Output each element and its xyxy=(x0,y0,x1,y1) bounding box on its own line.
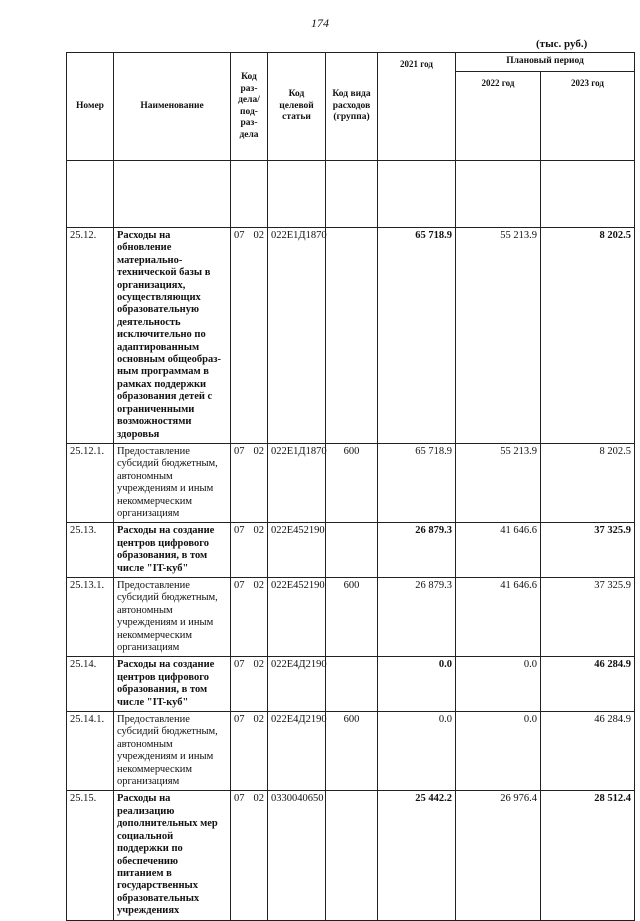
row-value-2023: 8 202.5 xyxy=(541,443,635,522)
row-section-code xyxy=(231,577,268,656)
row-section-code xyxy=(231,657,268,712)
row-razdel: 07 xyxy=(234,445,245,457)
row-podrazdel: 02 xyxy=(253,793,264,805)
row-value-2022: 41 646.6 xyxy=(456,523,541,578)
budget-table xyxy=(66,52,635,921)
row-target-code: 022Е452190 xyxy=(268,523,326,578)
row-name: Расходы на обновление материально-технической базы в организациях, осуществляющих образовательную деятельность исключительно по адаптированным основным общеобраз-ным программам в рамках поддержки образования детей с ограниченными возможностями здоровья xyxy=(114,228,231,444)
row-target-code: 022Е1Д1870 xyxy=(268,228,326,444)
table-row xyxy=(67,228,635,444)
row-name: Предоставление субсидий бюджетным, автономным учреждениям и иным некоммерческим организациям xyxy=(114,443,231,522)
row-value-2023: 37 325.9 xyxy=(541,577,635,656)
row-razdel: 07 xyxy=(234,659,245,671)
row-name: Предоставление субсидий бюджетным, автономным учреждениям и иным некоммерческим организациям xyxy=(114,712,231,791)
row-razdel: 07 xyxy=(234,579,245,591)
row-value-2023: 37 325.9 xyxy=(541,523,635,578)
row-razdel: 07 xyxy=(234,714,245,726)
row-number: 25.12.1. xyxy=(67,443,114,522)
header-name: Наименование xyxy=(114,53,231,161)
units-label: (тыс. руб.) xyxy=(536,38,588,50)
row-section-code xyxy=(231,228,268,444)
row-number: 25.12. xyxy=(67,228,114,444)
table-row xyxy=(67,577,635,656)
row-name: Расходы на создание центров цифрового образования, в том числе "IT-куб" xyxy=(114,523,231,578)
row-value-2022: 0.0 xyxy=(456,712,541,791)
row-razdel: 07 xyxy=(234,525,245,537)
row-name: Расходы на реализацию дополнительных мер социальной поддержки по обеспечению питанием в государственных образовательных учреждениях xyxy=(114,791,231,920)
row-number: 25.14.1. xyxy=(67,712,114,791)
row-value-2021: 65 718.9 xyxy=(378,228,456,444)
row-section-code xyxy=(231,523,268,578)
row-value-2022: 0.0 xyxy=(456,657,541,712)
row-target-code: 022Е452190 xyxy=(268,577,326,656)
row-value-2021: 0.0 xyxy=(378,712,456,791)
row-value-2023: 28 512.4 xyxy=(541,791,635,920)
header-spacer xyxy=(67,161,635,228)
row-value-2021: 26 879.3 xyxy=(378,577,456,656)
row-name: Расходы на создание центров цифрового образования, в том числе "IT-куб" xyxy=(114,657,231,712)
row-number: 25.15. xyxy=(67,791,114,920)
header-expense-type: Код вида расходов (группа) xyxy=(326,53,378,161)
row-value-2023: 46 284.9 xyxy=(541,712,635,791)
row-expense-type xyxy=(326,657,378,712)
row-target-code: 022Е4Д2190 xyxy=(268,712,326,791)
row-section-code xyxy=(231,443,268,522)
header-2022: 2022 год xyxy=(456,72,541,161)
row-podrazdel: 02 xyxy=(253,525,264,537)
header-2021: 2021 год xyxy=(378,53,456,161)
row-number: 25.13.1. xyxy=(67,577,114,656)
header-section: Код раз-дела/ под-раз-дела xyxy=(231,53,268,161)
row-value-2021: 25 442.2 xyxy=(378,791,456,920)
header-target: Код целевой статьи xyxy=(268,53,326,161)
row-value-2021: 0.0 xyxy=(378,657,456,712)
row-number: 25.13. xyxy=(67,523,114,578)
table-row xyxy=(67,712,635,791)
row-value-2022: 41 646.6 xyxy=(456,577,541,656)
row-expense-type xyxy=(326,791,378,920)
row-expense-type: 600 xyxy=(326,443,378,522)
row-podrazdel: 02 xyxy=(253,579,264,591)
table-row xyxy=(67,791,635,920)
row-number: 25.14. xyxy=(67,657,114,712)
row-value-2021: 26 879.3 xyxy=(378,523,456,578)
row-target-code: 022Е4Д2190 xyxy=(268,657,326,712)
header-2023: 2023 год xyxy=(541,72,635,161)
table-row xyxy=(67,523,635,578)
row-name: Предоставление субсидий бюджетным, автономным учреждениям и иным некоммерческим организациям xyxy=(114,577,231,656)
row-value-2021: 65 718.9 xyxy=(378,443,456,522)
row-target-code: 022Е1Д1870 xyxy=(268,443,326,522)
row-target-code: 0330040650 xyxy=(268,791,326,920)
row-expense-type xyxy=(326,228,378,444)
page-number: 174 xyxy=(311,16,329,30)
table-row xyxy=(67,657,635,712)
row-section-code xyxy=(231,712,268,791)
row-expense-type xyxy=(326,523,378,578)
row-value-2022: 55 213.9 xyxy=(456,228,541,444)
row-razdel: 07 xyxy=(234,793,245,805)
row-expense-type: 600 xyxy=(326,577,378,656)
row-section-code xyxy=(231,791,268,920)
row-razdel: 07 xyxy=(234,230,245,241)
row-podrazdel: 02 xyxy=(253,714,264,726)
row-value-2022: 55 213.9 xyxy=(456,443,541,522)
table-row xyxy=(67,443,635,522)
row-podrazdel: 02 xyxy=(253,230,264,241)
header-number: Номер xyxy=(67,53,114,161)
header-planned-period: Плановый период xyxy=(456,53,635,72)
row-expense-type: 600 xyxy=(326,712,378,791)
row-value-2022: 26 976.4 xyxy=(456,791,541,920)
table-body xyxy=(67,228,635,921)
row-value-2023: 8 202.5 xyxy=(541,228,635,444)
row-podrazdel: 02 xyxy=(253,659,264,671)
row-podrazdel: 02 xyxy=(253,445,264,457)
row-value-2023: 46 284.9 xyxy=(541,657,635,712)
